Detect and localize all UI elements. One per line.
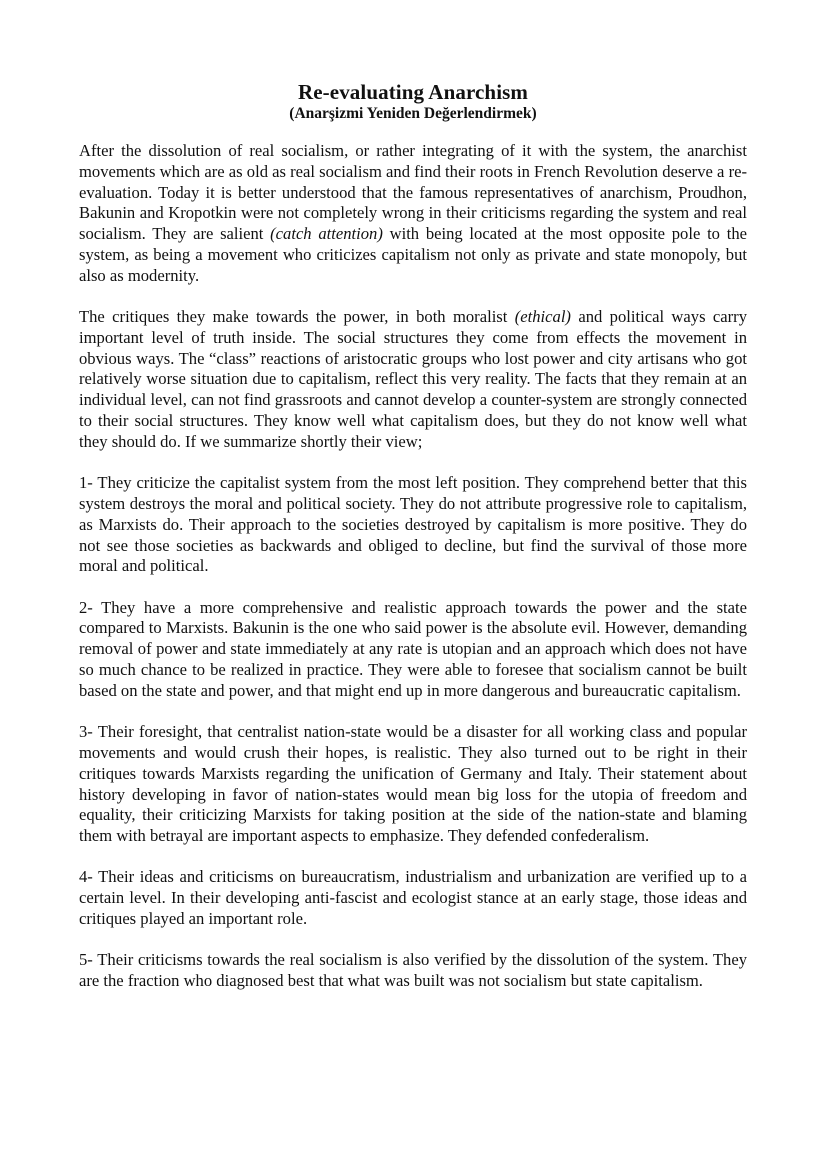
italic-note: (ethical) — [514, 307, 571, 327]
paragraph-text: and political ways carry important level of truth inside. The social structures they come from effects the movement in obvious ways. The “class” reactions of aristocratic groups who lost power and city artisans who got relatively worse situation due to capitalism, reflect this very reality. The facts that they remain at an individual level, can not find grassroots and cannot develop a counter-system are strongly connected to their social structures. They know well what capitalism does, but they do not know well what they should do. If we summarize shortly their view; — [79, 307, 747, 451]
intro-paragraph-1 — [79, 141, 747, 287]
paragraph-text: with being located at the most opposite pole to the system, as being a movement who criticizes capitalism not only as private and state monopoly, but also as modernity. — [79, 224, 747, 285]
document-page — [79, 80, 747, 1012]
intro-paragraph-2 — [79, 307, 747, 453]
document-title: Re-evaluating Anarchism — [298, 80, 528, 104]
point-paragraph-1: 1- They criticize the capitalist system from the most left position. They comprehend better that this system destroys the moral and political society. They do not attribute progressive role to capitalism, as Marxists do. Their approach to the societies destroyed by capitalism is more positive. They do not see those societies as backwards and obliged to decline, but find the survival of those more moral and political. — [79, 473, 747, 576]
paragraph-text: The critiques they make towards the power, in both moralist — [79, 307, 515, 327]
document-subtitle: (Anarşizmi Yeniden Değerlendirmek) — [289, 105, 537, 122]
paragraph-text: After the dissolution of real socialism, or rather integrating of it with the system, the anarchist movements which are as old as real socialism and find their roots in French Revolution deserve a re-evaluation. Today it is better understood that the famous representatives of anarchism, Proudhon, Bakunin and Kropotkin were not completely wrong in their criticisms regarding the system and real socialism. They are salient — [79, 141, 747, 244]
point-paragraph-3: 3- Their foresight, that centralist nation-state would be a disaster for all working class and popular movements and would crush their hopes, is realistic. They also turned out to be right in their critiques towards Marxists regarding the unification of Germany and Italy. Their statement about history developing in favor of nation-states would mean big loss for the utopia of freedom and equality, their criticizing Marxists for taking position at the side of the nation-state and blaming them with betrayal are important aspects to emphasize. They defended confederalism. — [79, 722, 747, 846]
point-paragraph-5: 5- Their criticisms towards the real socialism is also verified by the dissolution of the system. They are the fraction who diagnosed best that what was built was not socialism but state capitalism. — [79, 950, 747, 991]
point-paragraph-2: 2- They have a more comprehensive and realistic approach towards the power and the state compared to Marxists. Bakunin is the one who said power is the absolute evil. However, demanding removal of power and state immediately at any rate is utopian and an approach which does not have so much chance to be realized in practice. They were able to foresee that socialism cannot be built based on the state and power, and that might end up in more dangerous and bureaucratic capitalism. — [79, 597, 747, 700]
point-paragraph-4: 4- Their ideas and criticisms on bureaucratism, industrialism and urbanization are verified up to a certain level. In their developing anti-fascist and ecologist stance at an early stage, those ideas and critiques played an important role. — [79, 867, 747, 928]
italic-note: (catch attention) — [270, 224, 383, 244]
